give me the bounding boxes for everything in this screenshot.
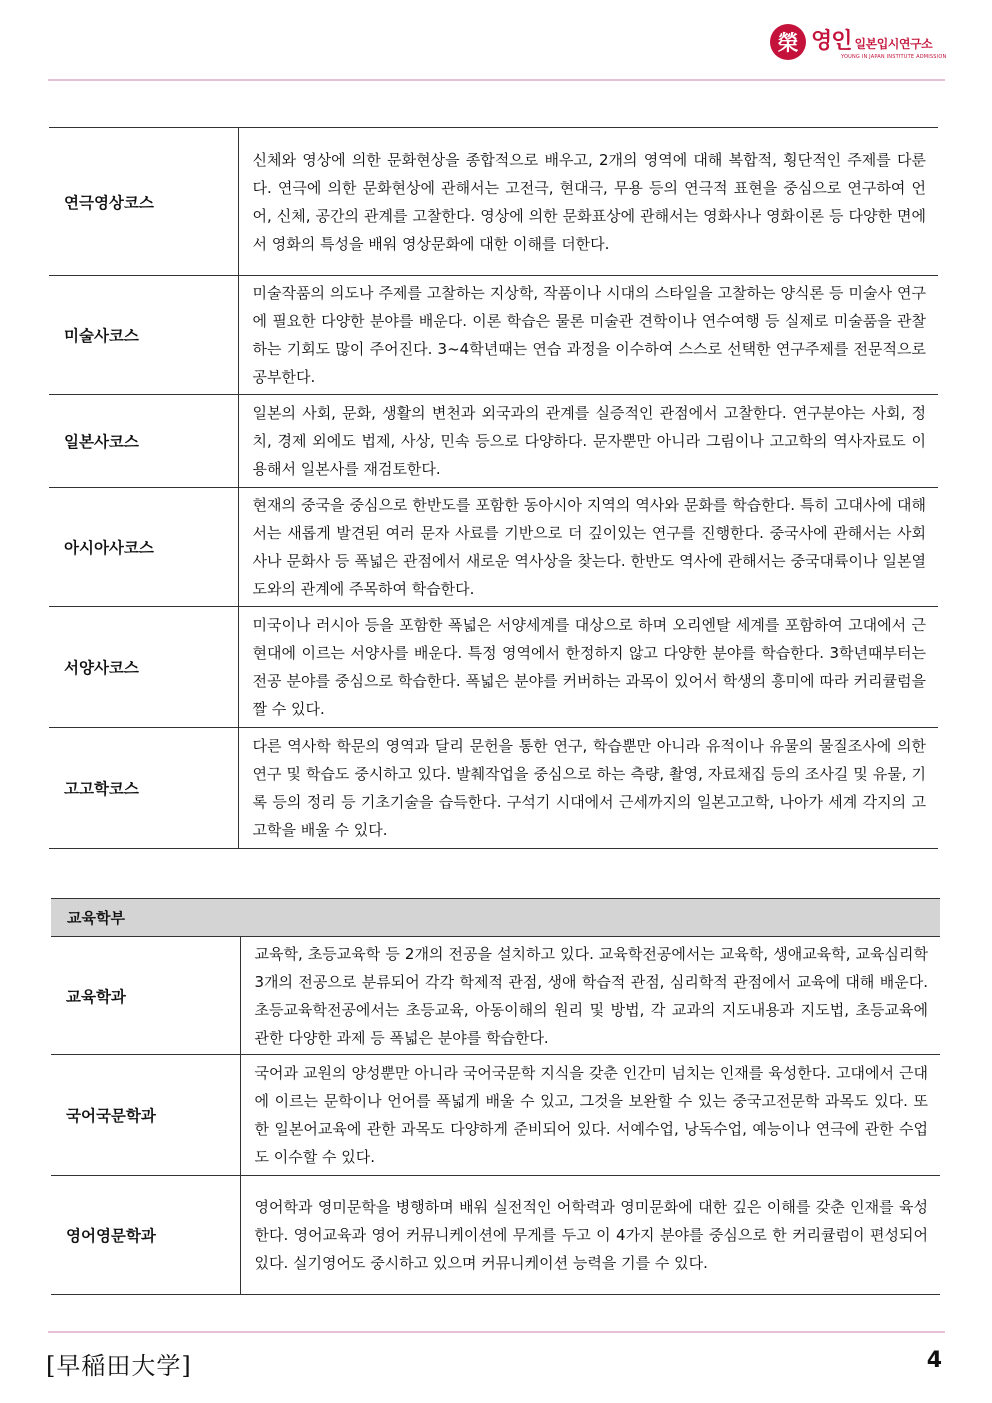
department-name: 교육학과 bbox=[51, 937, 240, 1055]
logo-brand: 영인 bbox=[811, 29, 852, 54]
table-row bbox=[49, 395, 938, 488]
footer-divider bbox=[48, 1331, 945, 1333]
course-name: 미술사코스 bbox=[49, 276, 238, 395]
course-name: 서양사코스 bbox=[49, 607, 238, 728]
course-table-1 bbox=[49, 127, 938, 849]
course-name: 일본사코스 bbox=[49, 395, 238, 488]
course-description: 다른 역사학 학문의 영역과 달리 문헌을 통한 연구, 학습뿐만 아니라 유적이나 유물의 물질조사에 의한 연구 및 학습도 중시하고 있다. 발췌작업을 중심으로 하는 측량, 촬영, 자료채집 등의 조사길 및 유물, 기록 등의 정리 등 기초기술을 습득한다. 구석기 시대에서 근세까지의 일본고고학, 나아가 세계 각지의 고고학을 배울 수 있다. bbox=[238, 728, 938, 849]
course-name: 아시아사코스 bbox=[49, 488, 238, 607]
logo-text bbox=[811, 24, 946, 60]
table-row bbox=[49, 607, 938, 728]
course-table-2 bbox=[51, 898, 940, 1295]
logo-institute-name: 일본입시연구소 bbox=[854, 37, 933, 51]
table-row bbox=[49, 728, 938, 849]
table-row bbox=[51, 1055, 940, 1176]
faculty-header-row bbox=[51, 899, 940, 937]
department-description: 영어학과 영미문학을 병행하며 배워 실전적인 어학력과 영미문화에 대한 깊은 이해를 갖춘 인재를 육성한다. 영어교육과 영어 커뮤니케이션에 무게를 두고 이 4가지 분야를 중심으로 한 커리큘럼이 편성되어 있다. 실기영어도 중시하고 있으며 커뮤니케이션 능력을 기를 수 있다. bbox=[240, 1176, 940, 1295]
course-description: 신체와 영상에 의한 문화현상을 종합적으로 배우고, 2개의 영역에 대해 복합적, 횡단적인 주제를 다룬다. 연극에 의한 문화현상에 관해서는 고전극, 현대극, 무용 등의 연극적 표현을 중심으로 연구하여 언어, 신체, 공간의 관계를 고찰한다. 영상에 의한 문화표상에 관해서는 영화사나 영화이론 등 다양한 면에서 영화의 특성을 배워 영상문화에 대한 이해를 더한다. bbox=[238, 128, 938, 276]
logo-seal-icon: 榮 bbox=[770, 24, 806, 60]
department-description: 교육학, 초등교육학 등 2개의 전공을 설치하고 있다. 교육학전공에서는 교육학, 생애교육학, 교육심리학 3개의 전공으로 분류되어 각각 학제적 관점, 생애 학습적 관점, 심리학적 관점에서 교육에 대해 배운다. 초등교육학전공에서는 초등교육, 아동이해의 원리 및 방법, 각 교과의 지도내용과 지도법, 초등교육에 관한 다양한 과제 등 폭넓은 분야를 학습한다. bbox=[240, 937, 940, 1055]
course-name: 고고학코스 bbox=[49, 728, 238, 849]
table-row bbox=[49, 128, 938, 276]
course-description: 현재의 중국을 중심으로 한반도를 포함한 동아시아 지역의 역사와 문화를 학습한다. 특히 고대사에 대해서는 새롭게 발견된 여러 문자 사료를 기반으로 더 깊이있는 연구를 진행한다. 중국사에 관해서는 사회사나 문화사 등 폭넓은 관점에서 새로운 역사상을 찾는다. 한반도 역사에 관해서는 중국대륙이나 일본열도와의 관계에 주목하여 학습한다. bbox=[238, 488, 938, 607]
course-description: 일본의 사회, 문화, 생활의 변천과 외국과의 관계를 실증적인 관점에서 고찰한다. 연구분야는 사회, 정치, 경제 외에도 법제, 사상, 민속 등으로 다양하다. 문자뿐만 아니라 그림이나 고고학의 역사자료도 이용해서 일본사를 재검토한다. bbox=[238, 395, 938, 488]
course-description: 미술작품의 의도나 주제를 고찰하는 지상학, 작품이나 시대의 스타일을 고찰하는 양식론 등 미술사 연구에 필요한 다양한 분야를 배운다. 이론 학습은 물론 미술관 견학이나 연수여행 등 실제로 미술품을 관찰하는 기회도 많이 주어진다. 3~4학년때는 연습 과정을 이수하여 스스로 선택한 연구주제를 전문적으로 공부한다. bbox=[238, 276, 938, 395]
page-number: 4 bbox=[926, 1348, 942, 1373]
institute-logo bbox=[770, 22, 946, 62]
table-row bbox=[49, 276, 938, 395]
table-row bbox=[51, 937, 940, 1055]
table-row bbox=[49, 488, 938, 607]
department-description: 국어과 교원의 양성뿐만 아니라 국어국문학 지식을 갖춘 인간미 넘치는 인재를 육성한다. 고대에서 근대에 이르는 문학이나 언어를 폭넓게 배울 수 있고, 그것을 보완할 수 있는 중국고전문학 과목도 있다. 또한 일본어교육에 관한 과목도 다양하게 준비되어 있다. 서예수업, 낭독수업, 예능이나 연극에 관한 수업도 이수할 수 있다. bbox=[240, 1055, 940, 1176]
course-name: 연극영상코스 bbox=[49, 128, 238, 276]
department-name: 영어영문학과 bbox=[51, 1176, 240, 1295]
table-row bbox=[51, 1176, 940, 1295]
faculty-title: 교육학부 bbox=[51, 899, 940, 937]
course-description: 미국이나 러시아 등을 포함한 폭넓은 서양세계를 대상으로 하며 오리엔탈 세계를 포함하여 고대에서 근현대에 이르는 서양사를 배운다. 특정 영역에서 한정하지 않고 다양한 분야를 학습한다. 3학년때부터는 전공 분야를 중심으로 학습한다. 폭넓은 분야를 커버하는 과목이 있어서 학생의 흥미에 따라 커리큘럼을 짤 수 있다. bbox=[238, 607, 938, 728]
department-name: 국어국문학과 bbox=[51, 1055, 240, 1176]
header-divider bbox=[48, 79, 945, 81]
logo-tagline: YOUNG IN JAPAN INSTITUTE ADMISSION bbox=[841, 54, 947, 60]
university-label: [早稲田大学] bbox=[46, 1352, 192, 1380]
